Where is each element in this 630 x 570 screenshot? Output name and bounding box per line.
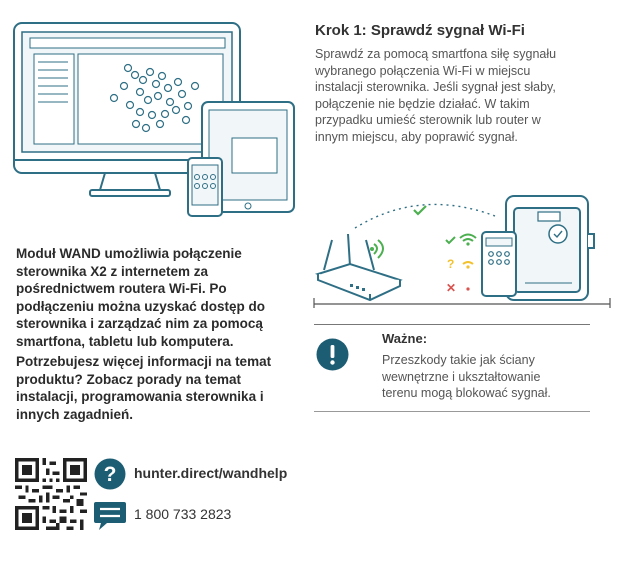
- phone-icon: [188, 158, 222, 216]
- note-bottom-divider: [314, 411, 590, 412]
- wifi-signal-illustration: [310, 188, 620, 308]
- note-title: Ważne:: [382, 331, 428, 346]
- step-title: Krok 1: Sprawdź sygnał Wi-Fi: [315, 22, 525, 39]
- question-mark-circle-icon: [94, 458, 126, 490]
- exclamation-circle-icon: [316, 338, 349, 371]
- svg-text:?: ?: [447, 257, 455, 271]
- note-top-divider: [314, 324, 590, 325]
- chat-bubble-icon: [93, 500, 127, 532]
- intro-paragraph: Moduł WAND umożliwia połączenie sterownika X2 z internetem za pośrednictwem routera Wi-Fi. Po podłączeniu można uzyskać dostęp do sterownika i zarządzać nim za pomocą smartfona, tabletu lub komputera.: [16, 246, 266, 349]
- qr-code: [15, 458, 87, 530]
- help-paragraph: Potrzebujesz więcej informacji na temat produktu? Zobacz porady na temat instalacji, programowania sterownika i innych zagadnień.: [16, 354, 272, 422]
- phone-number[interactable]: 1 800 733 2823: [134, 506, 232, 522]
- svg-text:?: ?: [103, 463, 117, 486]
- help-url-link[interactable]: hunter.direct/wandhelp: [134, 465, 288, 481]
- svg-text:✕: ✕: [446, 281, 457, 295]
- devices-illustration: [10, 20, 300, 220]
- step-body: Sprawdź za pomocą smartfona siłę sygnału wybranego połączenia Wi-Fi w miejscu instalacji sterownika. Jeśli sygnał jest słaby, połączenie nie będzie działać. W takim przypadku umieść sterownik lub router w innym miejscu, aby poprawić sygnał.: [315, 47, 557, 144]
- router-icon: [318, 234, 400, 300]
- note-body: Przeszkody takie jak ściany wewnętrzne i ukształtowanie terenu mogą blokować sygnał.: [382, 353, 551, 400]
- check-icon: [414, 206, 426, 214]
